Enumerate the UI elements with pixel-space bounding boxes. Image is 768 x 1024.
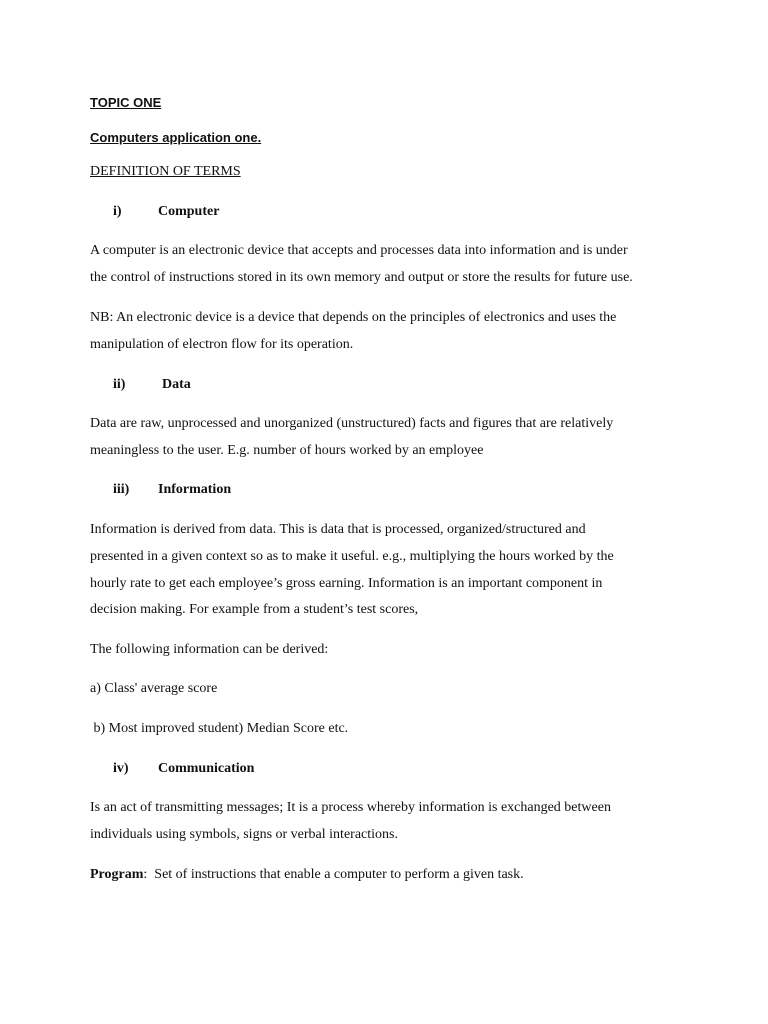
- term-number: i): [113, 204, 122, 219]
- topic-label: TOPIC ONE: [90, 95, 162, 110]
- program-label: Program: [90, 867, 144, 882]
- paragraph-line: Information is derived from data. This is data that is processed, organized/structured and: [90, 522, 586, 537]
- term-name: Data: [162, 377, 191, 392]
- section-title: DEFINITION OF TERMS: [90, 164, 241, 179]
- paragraph-line: individuals using symbols, signs or verbal interactions.: [90, 827, 398, 842]
- term-number: iv): [113, 761, 129, 776]
- derived-intro: The following information can be derived:: [90, 642, 329, 657]
- term-heading-communication: [113, 760, 254, 778]
- term-heading-data: [113, 376, 191, 394]
- term-name: Computer: [158, 204, 220, 219]
- paragraph-line: the control of instructions stored in its own memory and output or store the results for future use.: [90, 270, 633, 285]
- paragraph-line: hourly rate to get each employee’s gross earning. Information is an important component in: [90, 576, 603, 591]
- note-line: manipulation of electron flow for its operation.: [90, 337, 354, 352]
- list-item: a) Class' average score: [90, 681, 218, 696]
- paragraph-line: Is an act of transmitting messages; It is a process whereby information is exchanged between: [90, 800, 611, 815]
- term-heading-computer: [113, 203, 219, 221]
- paragraph-line: decision making. For example from a student’s test scores,: [90, 602, 419, 617]
- program-text: : Set of instructions that enable a computer to perform a given task.: [143, 867, 524, 882]
- list-item: b) Most improved student) Median Score etc.: [90, 721, 349, 736]
- paragraph-line: meaningless to the user. E.g. number of hours worked by an employee: [90, 443, 484, 458]
- paragraph-line: A computer is an electronic device that accepts and processes data into information and is under: [90, 243, 628, 258]
- term-name: Information: [158, 482, 232, 497]
- note-line: NB: An electronic device is a device that depends on the principles of electronics and uses the: [90, 310, 617, 325]
- term-name: Communication: [158, 761, 255, 776]
- term-number: ii): [113, 377, 126, 392]
- paragraph-line: Data are raw, unprocessed and unorganized (unstructured) facts and figures that are relatively: [90, 416, 614, 431]
- document-subtitle: Computers application one.: [90, 130, 262, 145]
- term-heading-information: [113, 481, 231, 499]
- term-number: iii): [113, 482, 130, 497]
- program-definition: [90, 866, 524, 884]
- paragraph-line: presented in a given context so as to make it useful. e.g., multiplying the hours worked by the: [90, 549, 614, 564]
